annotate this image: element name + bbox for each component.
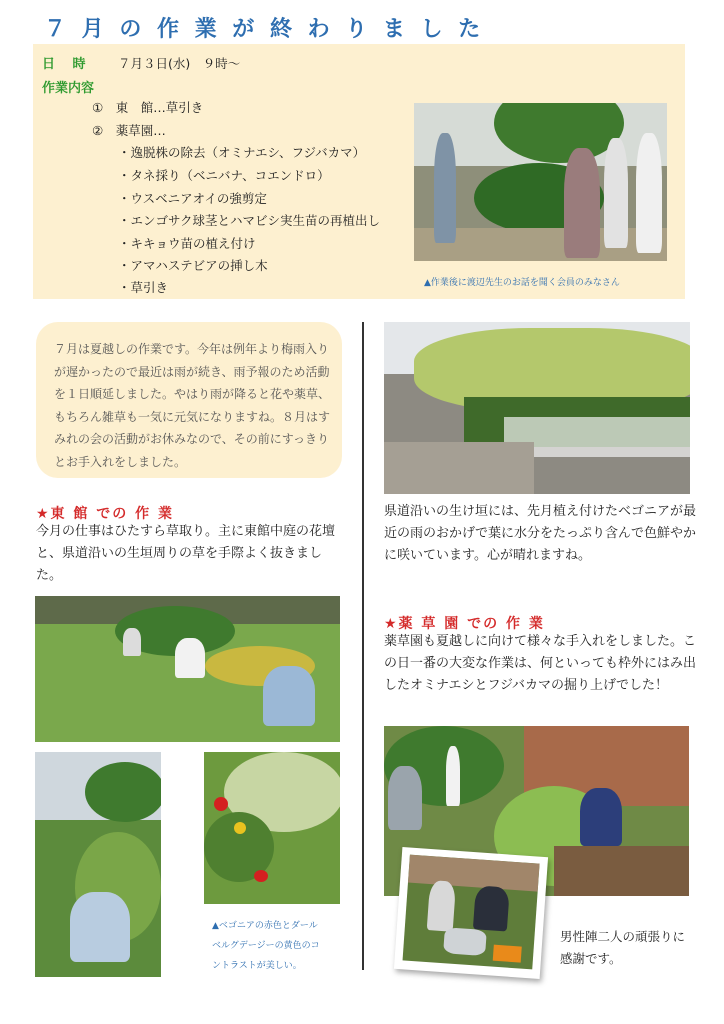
page-title: ７ 月 の 作 業 が 終 わ り ま し た <box>44 17 485 42</box>
note-box <box>36 322 342 478</box>
group-photo-caption: ▲作業後に渡辺先生のお話を聞く会員のみなさん <box>424 278 620 288</box>
work-item-2: ② 薬草園… <box>92 123 166 138</box>
polaroid-photo <box>394 847 548 979</box>
date-label: 日 時 <box>42 57 86 72</box>
hedge-path-photo <box>35 752 161 977</box>
herb-heading: ★薬 草 園 での 作 業 <box>384 616 545 632</box>
men-digging-photo <box>403 855 540 970</box>
east-heading: ★東 館 での 作 業 <box>36 506 175 522</box>
content-label: 作業内容 <box>42 81 95 96</box>
sub-item: ・逸脱株の除去（オミナエシ、フジバカマ） <box>118 145 366 160</box>
herb-body: 薬草園も夏越しに向けて様々な手入れをしました。この日一番の大変な作業は、何といっても枠外にはみ出したオミナエシとフジバカマの掘り上げでした！ <box>384 634 697 693</box>
sub-item: ・エンゴサク球茎とハマビシ実生苗の再植出し <box>118 213 381 228</box>
date-value: ７月３日(水) ９時～ <box>118 56 241 71</box>
weeding-photo <box>35 596 340 742</box>
sub-item: ・タネ採り（ベニバナ、コエンドロ） <box>118 168 330 183</box>
sub-item: ・草引き <box>118 280 169 295</box>
sub-item: ・キキョウ苗の植え付け <box>118 236 256 251</box>
thanks-text: 男性陣二人の頑張りに 感謝です。 <box>560 929 686 966</box>
note-text: ７月は夏越しの作業です。今年は例年より梅雨入りが遅かったので最近は雨が続き、雨予報のため活動を１日順延しました。やはり雨が降ると花や薬草、もちろん雑草も一気に元気になりますね。８月はすみれの会の活動がお休みなので、その前にすっきりとお手入れをしました。 <box>54 342 331 469</box>
begonia-photo <box>204 752 340 904</box>
begonia-caption: ▲ベゴニアの赤色とダール ベルグデージーの黄色のコ ントラストが美しい。 <box>212 921 320 971</box>
east-body: 今月の仕事はひたすら草取り。主に東館中庭の花壇と、県道沿いの生垣周りの草を手際よく抜きました。 <box>36 524 336 583</box>
sub-item: ・ウスベニアオイの強剪定 <box>118 191 267 206</box>
sub-item: ・アマハステビアの挿し木 <box>118 258 268 273</box>
work-item-1: ① 東 館…草引き <box>92 100 204 115</box>
group-photo <box>414 103 667 261</box>
hedge-text: 県道沿いの生け垣には、先月植え付けたベゴニアが最近の雨のおかげで葉に水分をたっぷり含んで色鮮やかに咲いています。心が晴れますね。 <box>384 504 697 563</box>
roadside-hedge-photo <box>384 322 690 494</box>
column-divider <box>362 322 364 970</box>
